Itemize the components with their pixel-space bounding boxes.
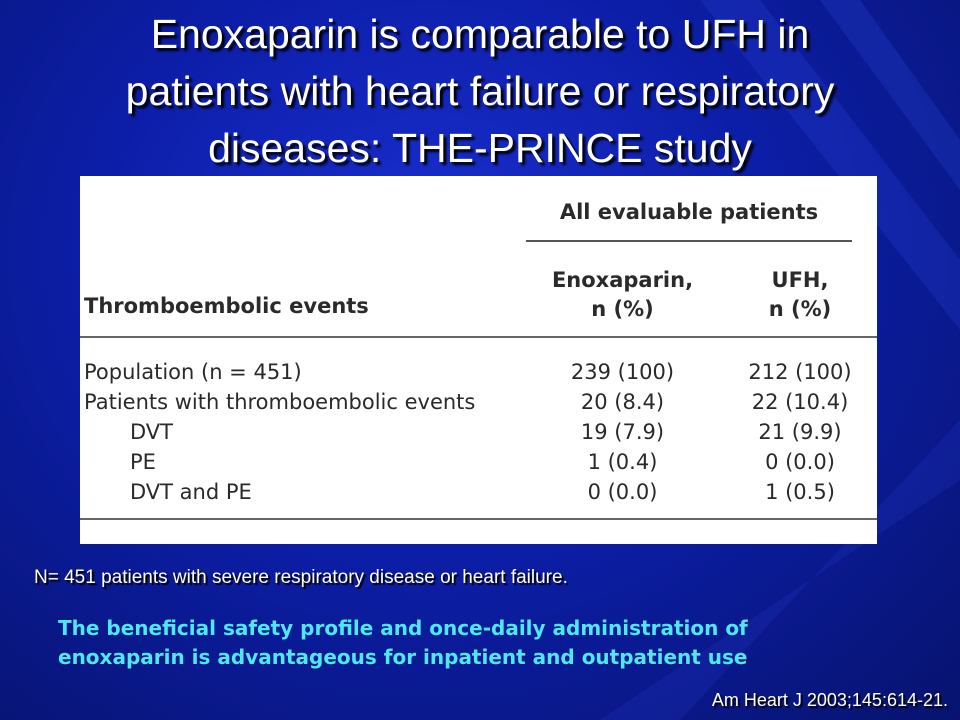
table-bottom-rule	[80, 518, 877, 520]
table-row	[80, 360, 877, 390]
ufh-value: 22 (10.4)	[751, 390, 849, 414]
row-header: Thromboembolic events	[84, 294, 369, 318]
column-header-ufh-line1: UFH,	[771, 268, 829, 292]
table-body	[80, 360, 877, 510]
key-message-line2: enoxaparin is advantageous for inpatient and outpatient use	[58, 645, 748, 669]
results-table	[80, 176, 877, 544]
ufh-value: 1 (0.5)	[765, 480, 835, 504]
column-header-enoxaparin-line2: n (%)	[591, 297, 654, 321]
slide-title	[20, 6, 940, 177]
table-row	[80, 450, 877, 480]
citation: Am Heart J 2003;145:614-21.	[711, 690, 948, 710]
group-header: All evaluable patients	[559, 200, 819, 224]
title-line-3: diseases: THE-PRINCE study	[208, 125, 752, 171]
row-label: Population (n = 451)	[84, 360, 302, 384]
title-line-1: Enoxaparin is comparable to UFH in	[150, 11, 810, 57]
ufh-value: 21 (9.9)	[758, 420, 842, 444]
group-header-rule	[526, 240, 852, 242]
table-row	[80, 480, 877, 510]
column-header-ufh-line2: n (%)	[768, 297, 832, 321]
ufh-value: 0 (0.0)	[765, 450, 835, 474]
row-label: DVT	[130, 420, 173, 444]
column-header-enoxaparin-line1: Enoxaparin,	[551, 268, 694, 292]
table-row	[80, 390, 877, 420]
enoxaparin-value: 20 (8.4)	[580, 390, 665, 414]
column-header-enoxaparin	[510, 266, 735, 324]
ufh-value: 212 (100)	[748, 360, 852, 384]
enoxaparin-value: 239 (100)	[570, 360, 675, 384]
table-row	[80, 420, 877, 450]
key-message	[58, 614, 918, 672]
title-line-2: patients with heart failure or respiratory	[125, 68, 835, 114]
column-header-ufh	[735, 266, 865, 324]
enoxaparin-value: 19 (7.9)	[580, 420, 665, 444]
row-label: Patients with thromboembolic events	[84, 390, 476, 414]
header-divider	[80, 336, 877, 338]
row-label: PE	[130, 450, 156, 474]
population-note: N= 451 patients with severe respiratory disease or heart failure.	[34, 567, 568, 588]
key-message-line1: The beneficial safety profile and once-daily administration of	[58, 616, 748, 640]
row-label: DVT and PE	[130, 480, 252, 504]
enoxaparin-value: 0 (0.0)	[587, 480, 658, 504]
enoxaparin-value: 1 (0.4)	[587, 450, 658, 474]
